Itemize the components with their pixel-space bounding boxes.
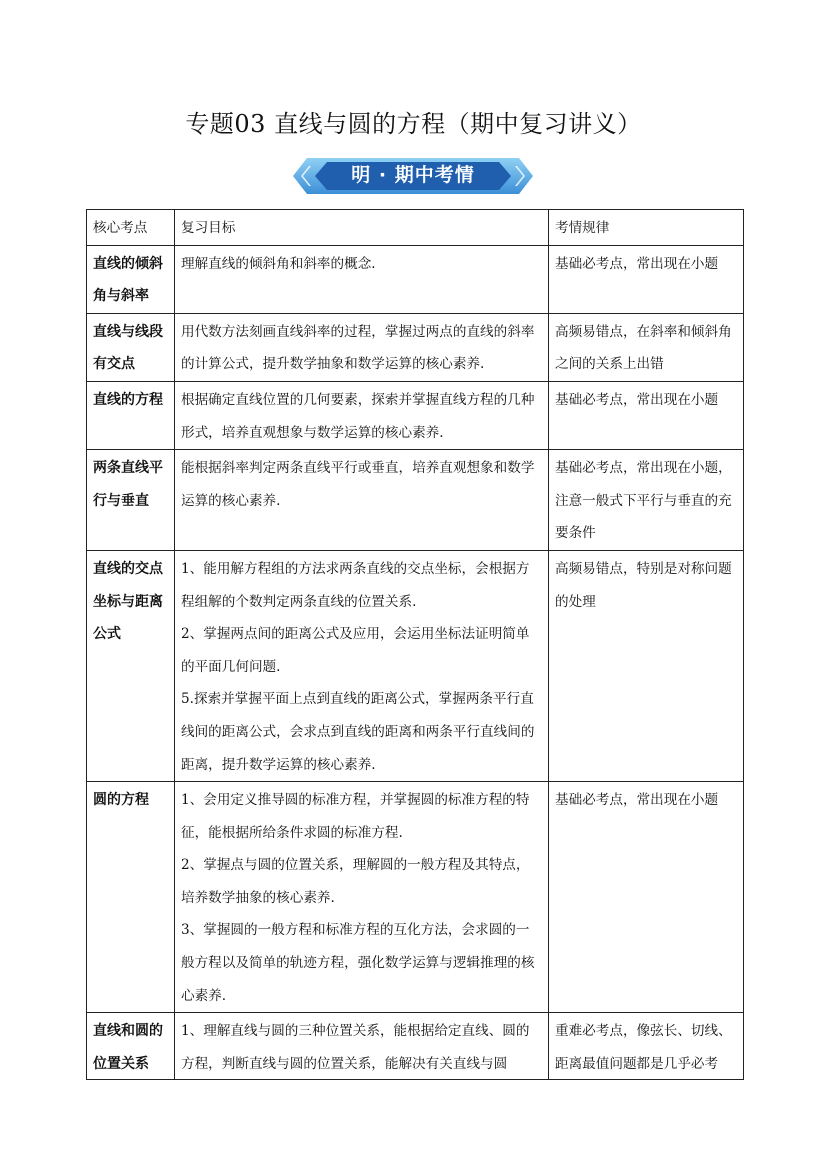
goal-item: 2、掌握点与圆的位置关系，理解圆的一般方程及其特点，培养数学抽象的核心素养. [181,857,530,906]
review-table [86,209,744,1080]
page-title: 专题03 直线与圆的方程（期中复习讲义） [185,110,642,138]
topic-cell: 直线的交点坐标与距离公式 [87,550,175,781]
goal-item: 用代数方法刻画直线斜率的过程，掌握过两点的直线的斜率的计算公式，提升数学抽象和数学运算的核心素养. [181,323,535,373]
table-row [87,313,744,381]
goal-cell [175,782,549,1013]
table-header-row [87,210,744,246]
header-law: 考情规律 [549,210,744,246]
header-topic: 核心考点 [87,210,175,246]
law-text: 重难必考点，像弦长、切线、距离最值问题都是几乎必考 [555,1023,732,1072]
banner-text: 明 · 期中考情 [351,164,475,186]
law-cell: 高频易错点，在斜率和倾斜角之间的关系上出错 [549,313,744,381]
goal-item: 1、理解直线与圆的三种位置关系，能根据给定直线、圆的方程，判断直线与圆的位置关系，能解决有关直线与圆 [181,1023,530,1072]
topic-cell: 直线的方程 [87,381,175,449]
table-row [87,245,744,313]
law-cell [549,1013,744,1080]
section-banner [293,152,533,200]
table-row [87,450,744,551]
goal-cell [175,450,549,551]
goal-cell [175,550,549,781]
law-cell: 基础必考点，常出现在小题 [549,782,744,1013]
goal-item: 理解直线的倾斜角和斜率的概念. [181,255,376,272]
topic-cell: 直线的倾斜角与斜率 [87,245,175,313]
table-row [87,550,744,781]
header-goal: 复习目标 [175,210,549,246]
goal-item: 能根据斜率判定两条直线平行或垂直，培养直观想象和数学运算的核心素养. [181,460,535,509]
topic-cell [87,1013,175,1080]
law-cell: 基础必考点，常出现在小题 [549,381,744,449]
law-cell: 基础必考点，常出现在小题 [549,245,744,313]
goal-item: 根据确定直线位置的几何要素，探索并掌握直线方程的几种形式，培养直观想象与数学运算的核心素养. [181,391,535,441]
goal-item: 5.探索并掌握平面上点到直线的距离公式，掌握两条平行直线间的距离公式，会求点到直线的距离和两条平行直线间的距离，提升数学运算的核心素养. [181,691,535,773]
goal-cell [175,245,549,313]
goal-item: 1、会用定义推导圆的标准方程，并掌握圆的标准方程的特征，能根据所给条件求圆的标准方程. [181,792,530,841]
law-cell: 基础必考点，常出现在小题，注意一般式下平行与垂直的充要条件 [549,450,744,551]
topic-cell: 圆的方程 [87,782,175,1013]
goal-cell [175,1013,549,1080]
topic-cell: 两条直线平行与垂直 [87,450,175,551]
goal-item: 3、掌握圆的一般方程和标准方程的互化方法，会求圆的一般方程以及简单的轨迹方程，强化数学运算与逻辑推理的核心素养. [181,922,535,1004]
goal-cell [175,381,549,449]
table-row [87,381,744,449]
goal-item: 2、掌握两点间的距离公式及应用，会运用坐标法证明简单的平面几何问题. [181,626,530,675]
topic-text: 直线和圆的位置关系 [93,1023,163,1072]
topic-cell: 直线与线段有交点 [87,313,175,381]
law-cell: 高频易错点，特别是对称问题的处理 [549,550,744,781]
goal-item: 1、能用解方程组的方法求两条直线的交点坐标，会根据方程组解的个数判定两条直线的位置关系. [181,560,530,610]
goal-cell [175,313,549,381]
table-row [87,782,744,1013]
table-row [87,1013,744,1080]
